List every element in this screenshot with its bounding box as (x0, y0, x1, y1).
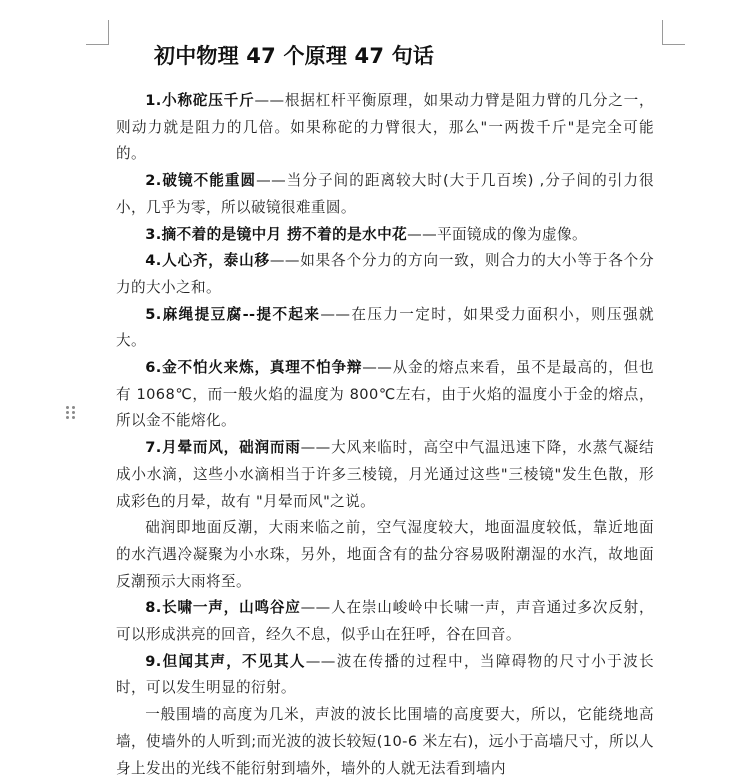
paragraph-text: ——当分子间的距离较大时(大于几百埃) ,分子间的引力很小，几乎为零，所以破镜很难重圆。 (116, 172, 654, 216)
paragraph-heading: 3.摘不着的是镜中月 捞不着的是水中花 (145, 225, 408, 243)
paragraph (116, 88, 654, 168)
paragraph (116, 168, 654, 221)
paragraph-text: ——从金的熔点来看，虽不是最高的，但也有 1068℃，而一般火焰的温度为 800℃左右，由于火焰的温度小于金的熔点，所以金不能熔化。 (116, 359, 655, 430)
paragraph-heading: 1.小称砣压千斤 (145, 92, 255, 109)
page-corner-mark-top-left (86, 20, 109, 45)
paragraph-text: 一般围墙的高度为几米，声波的波长比围墙的高度要大，所以，它能绕地高墙，使墙外的人听到;而光波的波长较短(10-6 米左右)，远小于高墙尺寸，所以人身上发出的光线不能衍射到墙外，墙外的人就无法看到墙内 (116, 706, 654, 777)
paragraph-text: ——如果各个分力的方向一致，则合力的大小等于各个分力的大小之和。 (116, 252, 654, 296)
paragraph-heading: 6.金不怕火来炼，真理不怕争辩 (145, 359, 363, 377)
paragraph-text: ——根据杠杆平衡原理，如果动力臂是阻力臂的几分之一，则动力就是阻力的几倍。如果称砣的力臂很大，那么"一两拨千斤"是完全可能的。 (116, 92, 655, 163)
paragraph-text: ——人在崇山峻岭中长啸一声，声音通过多次反射，可以形成洪亮的回音，经久不息，似乎山在狂呼，谷在回音。 (116, 599, 654, 644)
paragraph (116, 649, 654, 702)
paragraph-text: ——波在传播的过程中，当障碍物的尺寸小于波长时，可以发生明显的衍射。 (116, 652, 654, 697)
paragraph-heading: 2.破镜不能重圆 (145, 172, 257, 190)
paragraph-heading: 4.人心齐，泰山移 (145, 252, 270, 270)
paragraph (116, 302, 654, 355)
paragraph-text: ——平面镜成的像为虚像。 (407, 225, 588, 243)
document-body (116, 88, 654, 782)
paragraph (116, 222, 654, 249)
page-corner-mark-top-right (662, 20, 685, 45)
document-title: 初中物理 47 个原理 47 句话 (154, 44, 435, 68)
paragraph-text: 础润即地面反潮，大雨来临之前，空气湿度较大，地面温度较低，靠近地面的水汽遇冷凝聚为小水珠，另外，地面含有的盐分容易吸附潮湿的水汽，故地面反潮预示大雨将至。 (116, 519, 654, 590)
paragraph (116, 435, 654, 515)
drag-handle-icon[interactable] (66, 406, 76, 422)
paragraph-heading: 7.月晕而风，础润而雨 (145, 439, 301, 457)
paragraph-heading: 5.麻绳提豆腐--提不起来 (145, 305, 321, 323)
paragraph (116, 248, 654, 301)
paragraph-heading: 9.但闻其声，不见其人 (145, 652, 306, 670)
paragraph (116, 595, 654, 648)
paragraph-text: ——在压力一定时，如果受力面积小，则压强就大。 (116, 305, 654, 350)
paragraph-heading: 8.长啸一声，山鸣谷应 (145, 599, 301, 617)
paragraph (116, 702, 654, 782)
paragraph (116, 515, 654, 595)
paragraph (116, 355, 654, 435)
paragraph-text: ——大风来临时，高空中气温迅速下降，水蒸气凝结成小水滴，这些小水滴相当于许多三棱镜，月光通过这些"三棱镜"发生色散，形成彩色的月晕，故有 "月晕而风"之说。 (116, 439, 654, 510)
